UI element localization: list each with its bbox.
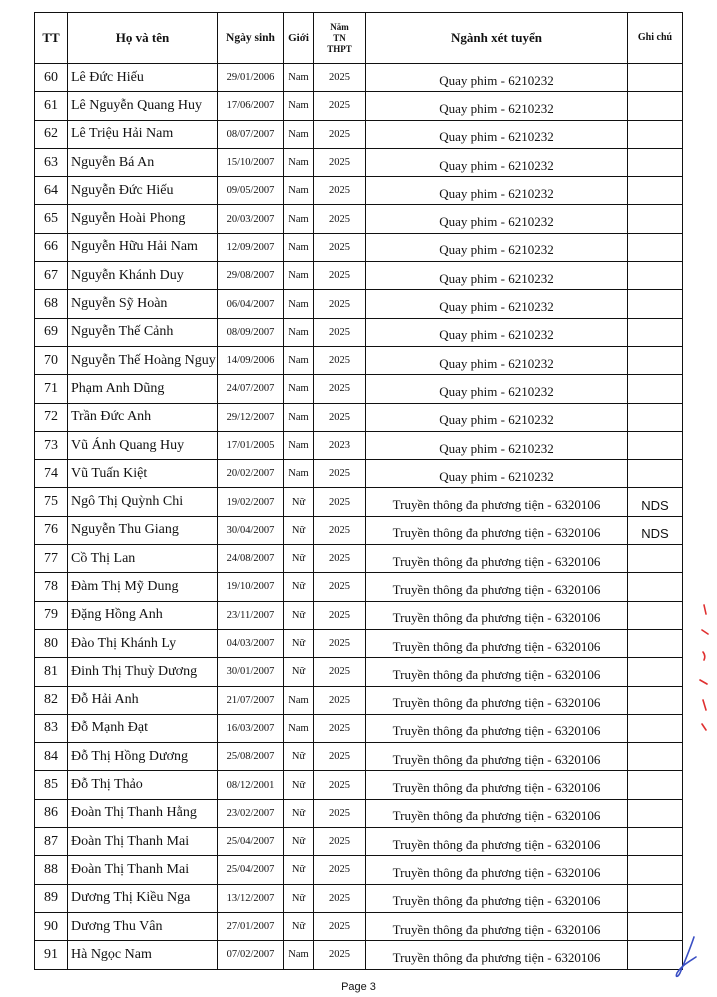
date-of-birth-cell: 27/01/2007 bbox=[218, 912, 284, 940]
row-number-cell: 75 bbox=[35, 488, 68, 516]
row-number-cell: 78 bbox=[35, 573, 68, 601]
date-of-birth-cell: 24/07/2007 bbox=[218, 375, 284, 403]
note-cell bbox=[628, 714, 683, 742]
admission-major-cell: Quay phim - 6210232 bbox=[366, 403, 628, 431]
gender-cell: Nam bbox=[284, 177, 314, 205]
graduation-year-cell: 2025 bbox=[314, 120, 366, 148]
table-row bbox=[35, 743, 683, 771]
gender-cell: Nữ bbox=[284, 545, 314, 573]
date-of-birth-cell: 21/07/2007 bbox=[218, 686, 284, 714]
gender-cell: Nam bbox=[284, 120, 314, 148]
admission-major-cell: Truyền thông đa phương tiện - 6320106 bbox=[366, 799, 628, 827]
note-cell bbox=[628, 177, 683, 205]
table-row bbox=[35, 686, 683, 714]
table-row bbox=[35, 431, 683, 459]
gender-cell: Nam bbox=[284, 290, 314, 318]
row-number-cell: 67 bbox=[35, 262, 68, 290]
page-number: Page 3 bbox=[341, 981, 376, 993]
date-of-birth-cell: 14/09/2006 bbox=[218, 346, 284, 374]
note-cell bbox=[628, 743, 683, 771]
header-dob: Ngày sinh bbox=[218, 13, 284, 64]
header-major: Ngành xét tuyển bbox=[366, 13, 628, 64]
admission-major-cell: Truyền thông đa phương tiện - 6320106 bbox=[366, 601, 628, 629]
row-number-cell: 65 bbox=[35, 205, 68, 233]
gender-cell: Nam bbox=[284, 714, 314, 742]
admission-major-cell: Quay phim - 6210232 bbox=[366, 460, 628, 488]
admission-major-cell: Truyền thông đa phương tiện - 6320106 bbox=[366, 686, 628, 714]
date-of-birth-cell: 04/03/2007 bbox=[218, 629, 284, 657]
gender-cell: Nam bbox=[284, 431, 314, 459]
student-name-cell: Vũ Tuấn Kiệt bbox=[68, 460, 218, 488]
gender-cell: Nữ bbox=[284, 488, 314, 516]
row-number-cell: 66 bbox=[35, 233, 68, 261]
admission-major-cell: Truyền thông đa phương tiện - 6320106 bbox=[366, 658, 628, 686]
row-number-cell: 64 bbox=[35, 177, 68, 205]
gender-cell: Nam bbox=[284, 686, 314, 714]
admission-major-cell: Quay phim - 6210232 bbox=[366, 431, 628, 459]
row-number-cell: 79 bbox=[35, 601, 68, 629]
student-name-cell: Nguyễn Khánh Duy bbox=[68, 262, 218, 290]
graduation-year-cell: 2023 bbox=[314, 431, 366, 459]
graduation-year-cell: 2025 bbox=[314, 714, 366, 742]
date-of-birth-cell: 08/07/2007 bbox=[218, 120, 284, 148]
student-name-cell: Nguyễn Bá An bbox=[68, 148, 218, 176]
date-of-birth-cell: 16/03/2007 bbox=[218, 714, 284, 742]
note-cell bbox=[628, 601, 683, 629]
note-cell bbox=[628, 573, 683, 601]
row-number-cell: 82 bbox=[35, 686, 68, 714]
table-row bbox=[35, 516, 683, 544]
table-body bbox=[35, 64, 683, 970]
graduation-year-cell: 2025 bbox=[314, 64, 366, 92]
graduation-year-cell: 2025 bbox=[314, 205, 366, 233]
row-number-cell: 91 bbox=[35, 941, 68, 969]
note-cell bbox=[628, 629, 683, 657]
table-row bbox=[35, 148, 683, 176]
date-of-birth-cell: 25/08/2007 bbox=[218, 743, 284, 771]
table-row bbox=[35, 318, 683, 346]
note-cell bbox=[628, 545, 683, 573]
table-row bbox=[35, 601, 683, 629]
student-name-cell: Vũ Ánh Quang Huy bbox=[68, 431, 218, 459]
table-row bbox=[35, 177, 683, 205]
admission-major-cell: Truyền thông đa phương tiện - 6320106 bbox=[366, 629, 628, 657]
table-row bbox=[35, 205, 683, 233]
note-cell bbox=[628, 771, 683, 799]
gender-cell: Nam bbox=[284, 233, 314, 261]
row-number-cell: 60 bbox=[35, 64, 68, 92]
note-cell bbox=[628, 884, 683, 912]
row-number-cell: 61 bbox=[35, 92, 68, 120]
table-row bbox=[35, 545, 683, 573]
date-of-birth-cell: 24/08/2007 bbox=[218, 545, 284, 573]
table-row bbox=[35, 460, 683, 488]
date-of-birth-cell: 12/09/2007 bbox=[218, 233, 284, 261]
admission-major-cell: Truyền thông đa phương tiện - 6320106 bbox=[366, 714, 628, 742]
graduation-year-cell: 2025 bbox=[314, 828, 366, 856]
header-sex: Giới bbox=[284, 13, 314, 64]
header-note: Ghi chú bbox=[628, 13, 683, 64]
graduation-year-cell: 2025 bbox=[314, 686, 366, 714]
note-cell bbox=[628, 64, 683, 92]
gender-cell: Nữ bbox=[284, 912, 314, 940]
header-grad-year-line3: THPT bbox=[327, 43, 352, 54]
row-number-cell: 85 bbox=[35, 771, 68, 799]
date-of-birth-cell: 07/02/2007 bbox=[218, 941, 284, 969]
date-of-birth-cell: 23/02/2007 bbox=[218, 799, 284, 827]
graduation-year-cell: 2025 bbox=[314, 516, 366, 544]
date-of-birth-cell: 19/02/2007 bbox=[218, 488, 284, 516]
student-name-cell: Đoàn Thị Thanh Mai bbox=[68, 856, 218, 884]
note-cell bbox=[628, 375, 683, 403]
admission-major-cell: Quay phim - 6210232 bbox=[366, 346, 628, 374]
table-row bbox=[35, 375, 683, 403]
row-number-cell: 73 bbox=[35, 431, 68, 459]
student-name-cell: Đoàn Thị Thanh Mai bbox=[68, 828, 218, 856]
student-name-cell: Đặng Hồng Anh bbox=[68, 601, 218, 629]
graduation-year-cell: 2025 bbox=[314, 148, 366, 176]
table-row bbox=[35, 658, 683, 686]
date-of-birth-cell: 20/03/2007 bbox=[218, 205, 284, 233]
note-cell bbox=[628, 120, 683, 148]
admission-major-cell: Quay phim - 6210232 bbox=[366, 318, 628, 346]
table-row bbox=[35, 799, 683, 827]
row-number-cell: 63 bbox=[35, 148, 68, 176]
student-name-cell: Lê Triệu Hải Nam bbox=[68, 120, 218, 148]
student-name-cell: Nguyễn Thế Cảnh bbox=[68, 318, 218, 346]
admission-major-cell: Quay phim - 6210232 bbox=[366, 148, 628, 176]
graduation-year-cell: 2025 bbox=[314, 601, 366, 629]
admission-major-cell: Quay phim - 6210232 bbox=[366, 262, 628, 290]
graduation-year-cell: 2025 bbox=[314, 884, 366, 912]
student-name-cell: Trần Đức Anh bbox=[68, 403, 218, 431]
admission-major-cell: Quay phim - 6210232 bbox=[366, 120, 628, 148]
student-name-cell: Đỗ Hải Anh bbox=[68, 686, 218, 714]
admission-major-cell: Quay phim - 6210232 bbox=[366, 233, 628, 261]
gender-cell: Nam bbox=[284, 346, 314, 374]
table-row bbox=[35, 912, 683, 940]
student-name-cell: Đào Thị Khánh Ly bbox=[68, 629, 218, 657]
graduation-year-cell: 2025 bbox=[314, 460, 366, 488]
graduation-year-cell: 2025 bbox=[314, 941, 366, 969]
gender-cell: Nam bbox=[284, 148, 314, 176]
gender-cell: Nam bbox=[284, 205, 314, 233]
note-cell bbox=[628, 233, 683, 261]
row-number-cell: 89 bbox=[35, 884, 68, 912]
table-row bbox=[35, 856, 683, 884]
table-header-row bbox=[35, 13, 683, 64]
graduation-year-cell: 2025 bbox=[314, 658, 366, 686]
student-name-cell: Dương Thị Kiều Nga bbox=[68, 884, 218, 912]
row-number-cell: 88 bbox=[35, 856, 68, 884]
row-number-cell: 81 bbox=[35, 658, 68, 686]
graduation-year-cell: 2025 bbox=[314, 346, 366, 374]
row-number-cell: 71 bbox=[35, 375, 68, 403]
date-of-birth-cell: 06/04/2007 bbox=[218, 290, 284, 318]
table-row bbox=[35, 884, 683, 912]
gender-cell: Nam bbox=[284, 262, 314, 290]
admission-major-cell: Truyền thông đa phương tiện - 6320106 bbox=[366, 545, 628, 573]
row-number-cell: 72 bbox=[35, 403, 68, 431]
note-cell bbox=[628, 148, 683, 176]
row-number-cell: 74 bbox=[35, 460, 68, 488]
admission-major-cell: Quay phim - 6210232 bbox=[366, 92, 628, 120]
graduation-year-cell: 2025 bbox=[314, 233, 366, 261]
gender-cell: Nam bbox=[284, 460, 314, 488]
admission-major-cell: Truyền thông đa phương tiện - 6320106 bbox=[366, 573, 628, 601]
table-row bbox=[35, 771, 683, 799]
admission-major-cell: Truyền thông đa phương tiện - 6320106 bbox=[366, 771, 628, 799]
student-name-cell: Ngô Thị Quỳnh Chi bbox=[68, 488, 218, 516]
gender-cell: Nam bbox=[284, 64, 314, 92]
student-name-cell: Lê Nguyễn Quang Huy bbox=[68, 92, 218, 120]
date-of-birth-cell: 20/02/2007 bbox=[218, 460, 284, 488]
graduation-year-cell: 2025 bbox=[314, 92, 366, 120]
student-name-cell: Đỗ Mạnh Đạt bbox=[68, 714, 218, 742]
date-of-birth-cell: 30/01/2007 bbox=[218, 658, 284, 686]
date-of-birth-cell: 30/04/2007 bbox=[218, 516, 284, 544]
admission-major-cell: Quay phim - 6210232 bbox=[366, 290, 628, 318]
student-name-cell: Nguyễn Thu Giang bbox=[68, 516, 218, 544]
row-number-cell: 80 bbox=[35, 629, 68, 657]
graduation-year-cell: 2025 bbox=[314, 799, 366, 827]
table-row bbox=[35, 828, 683, 856]
row-number-cell: 84 bbox=[35, 743, 68, 771]
table-row bbox=[35, 714, 683, 742]
date-of-birth-cell: 29/01/2006 bbox=[218, 64, 284, 92]
table-row bbox=[35, 573, 683, 601]
table-row bbox=[35, 290, 683, 318]
date-of-birth-cell: 29/08/2007 bbox=[218, 262, 284, 290]
row-number-cell: 62 bbox=[35, 120, 68, 148]
gender-cell: Nữ bbox=[284, 601, 314, 629]
note-cell bbox=[628, 262, 683, 290]
date-of-birth-cell: 17/06/2007 bbox=[218, 92, 284, 120]
gender-cell: Nữ bbox=[284, 856, 314, 884]
student-name-cell: Cồ Thị Lan bbox=[68, 545, 218, 573]
margin-handwriting-mark bbox=[694, 600, 714, 740]
note-cell bbox=[628, 799, 683, 827]
graduation-year-cell: 2025 bbox=[314, 290, 366, 318]
note-cell bbox=[628, 828, 683, 856]
date-of-birth-cell: 25/04/2007 bbox=[218, 828, 284, 856]
date-of-birth-cell: 19/10/2007 bbox=[218, 573, 284, 601]
admission-major-cell: Quay phim - 6210232 bbox=[366, 205, 628, 233]
admission-major-cell: Truyền thông đa phương tiện - 6320106 bbox=[366, 516, 628, 544]
row-number-cell: 77 bbox=[35, 545, 68, 573]
date-of-birth-cell: 29/12/2007 bbox=[218, 403, 284, 431]
student-name-cell: Đỗ Thị Thảo bbox=[68, 771, 218, 799]
date-of-birth-cell: 13/12/2007 bbox=[218, 884, 284, 912]
admission-major-cell: Quay phim - 6210232 bbox=[366, 64, 628, 92]
student-name-cell: Nguyễn Hữu Hải Nam bbox=[68, 233, 218, 261]
note-cell bbox=[628, 290, 683, 318]
student-name-cell: Dương Thu Vân bbox=[68, 912, 218, 940]
gender-cell: Nam bbox=[284, 403, 314, 431]
header-grad-year-line2: TN bbox=[333, 32, 346, 43]
admission-major-cell: Quay phim - 6210232 bbox=[366, 375, 628, 403]
student-name-cell: Đỗ Thị Hồng Dương bbox=[68, 743, 218, 771]
graduation-year-cell: 2025 bbox=[314, 629, 366, 657]
date-of-birth-cell: 08/09/2007 bbox=[218, 318, 284, 346]
admission-list-table bbox=[34, 12, 683, 970]
student-name-cell: Phạm Anh Dũng bbox=[68, 375, 218, 403]
header-grad-year bbox=[314, 13, 366, 64]
gender-cell: Nữ bbox=[284, 516, 314, 544]
header-tt: TT bbox=[35, 13, 68, 64]
note-cell: NDS bbox=[628, 488, 683, 516]
admission-major-cell: Truyền thông đa phương tiện - 6320106 bbox=[366, 488, 628, 516]
date-of-birth-cell: 15/10/2007 bbox=[218, 148, 284, 176]
student-name-cell: Hà Ngọc Nam bbox=[68, 941, 218, 969]
student-name-cell: Đoàn Thị Thanh Hằng bbox=[68, 799, 218, 827]
row-number-cell: 90 bbox=[35, 912, 68, 940]
gender-cell: Nam bbox=[284, 318, 314, 346]
gender-cell: Nữ bbox=[284, 743, 314, 771]
gender-cell: Nữ bbox=[284, 629, 314, 657]
graduation-year-cell: 2025 bbox=[314, 177, 366, 205]
note-cell bbox=[628, 856, 683, 884]
note-cell bbox=[628, 318, 683, 346]
table-row bbox=[35, 233, 683, 261]
date-of-birth-cell: 08/12/2001 bbox=[218, 771, 284, 799]
graduation-year-cell: 2025 bbox=[314, 488, 366, 516]
gender-cell: Nữ bbox=[284, 828, 314, 856]
graduation-year-cell: 2025 bbox=[314, 771, 366, 799]
gender-cell: Nam bbox=[284, 375, 314, 403]
signature-mark bbox=[670, 935, 700, 980]
table-row bbox=[35, 64, 683, 92]
graduation-year-cell: 2025 bbox=[314, 375, 366, 403]
graduation-year-cell: 2025 bbox=[314, 912, 366, 940]
note-cell bbox=[628, 686, 683, 714]
student-name-cell: Đinh Thị Thuỳ Dương bbox=[68, 658, 218, 686]
student-name-cell: Nguyễn Đức Hiếu bbox=[68, 177, 218, 205]
table-row bbox=[35, 488, 683, 516]
table-row bbox=[35, 941, 683, 969]
note-cell bbox=[628, 658, 683, 686]
graduation-year-cell: 2025 bbox=[314, 743, 366, 771]
table-row bbox=[35, 346, 683, 374]
table-row bbox=[35, 403, 683, 431]
table-row bbox=[35, 262, 683, 290]
date-of-birth-cell: 09/05/2007 bbox=[218, 177, 284, 205]
row-number-cell: 86 bbox=[35, 799, 68, 827]
table-row bbox=[35, 120, 683, 148]
date-of-birth-cell: 17/01/2005 bbox=[218, 431, 284, 459]
graduation-year-cell: 2025 bbox=[314, 856, 366, 884]
gender-cell: Nam bbox=[284, 941, 314, 969]
gender-cell: Nữ bbox=[284, 771, 314, 799]
note-cell bbox=[628, 460, 683, 488]
admission-major-cell: Truyền thông đa phương tiện - 6320106 bbox=[366, 856, 628, 884]
graduation-year-cell: 2025 bbox=[314, 403, 366, 431]
table-row bbox=[35, 92, 683, 120]
graduation-year-cell: 2025 bbox=[314, 545, 366, 573]
gender-cell: Nữ bbox=[284, 573, 314, 601]
gender-cell: Nữ bbox=[284, 799, 314, 827]
student-name-cell: Đàm Thị Mỹ Dung bbox=[68, 573, 218, 601]
admission-major-cell: Truyền thông đa phương tiện - 6320106 bbox=[366, 743, 628, 771]
admission-major-cell: Truyền thông đa phương tiện - 6320106 bbox=[366, 828, 628, 856]
admission-major-cell: Truyền thông đa phương tiện - 6320106 bbox=[366, 912, 628, 940]
row-number-cell: 76 bbox=[35, 516, 68, 544]
row-number-cell: 69 bbox=[35, 318, 68, 346]
row-number-cell: 87 bbox=[35, 828, 68, 856]
note-cell: NDS bbox=[628, 516, 683, 544]
graduation-year-cell: 2025 bbox=[314, 573, 366, 601]
note-cell bbox=[628, 346, 683, 374]
date-of-birth-cell: 25/04/2007 bbox=[218, 856, 284, 884]
row-number-cell: 83 bbox=[35, 714, 68, 742]
table-row bbox=[35, 629, 683, 657]
student-name-cell: Lê Đức Hiếu bbox=[68, 64, 218, 92]
graduation-year-cell: 2025 bbox=[314, 262, 366, 290]
student-name-cell: Nguyễn Sỹ Hoàn bbox=[68, 290, 218, 318]
date-of-birth-cell: 23/11/2007 bbox=[218, 601, 284, 629]
header-name: Họ và tên bbox=[68, 13, 218, 64]
gender-cell: Nữ bbox=[284, 658, 314, 686]
student-name-cell: Nguyễn Thế Hoàng Nguy bbox=[68, 346, 218, 374]
note-cell bbox=[628, 205, 683, 233]
graduation-year-cell: 2025 bbox=[314, 318, 366, 346]
gender-cell: Nam bbox=[284, 92, 314, 120]
admission-major-cell: Truyền thông đa phương tiện - 6320106 bbox=[366, 884, 628, 912]
row-number-cell: 68 bbox=[35, 290, 68, 318]
admission-major-cell: Quay phim - 6210232 bbox=[366, 177, 628, 205]
note-cell bbox=[628, 431, 683, 459]
row-number-cell: 70 bbox=[35, 346, 68, 374]
note-cell bbox=[628, 92, 683, 120]
admission-major-cell: Truyền thông đa phương tiện - 6320106 bbox=[366, 941, 628, 969]
gender-cell: Nữ bbox=[284, 884, 314, 912]
header-grad-year-line1: Năm bbox=[330, 21, 349, 32]
note-cell bbox=[628, 403, 683, 431]
student-name-cell: Nguyễn Hoài Phong bbox=[68, 205, 218, 233]
